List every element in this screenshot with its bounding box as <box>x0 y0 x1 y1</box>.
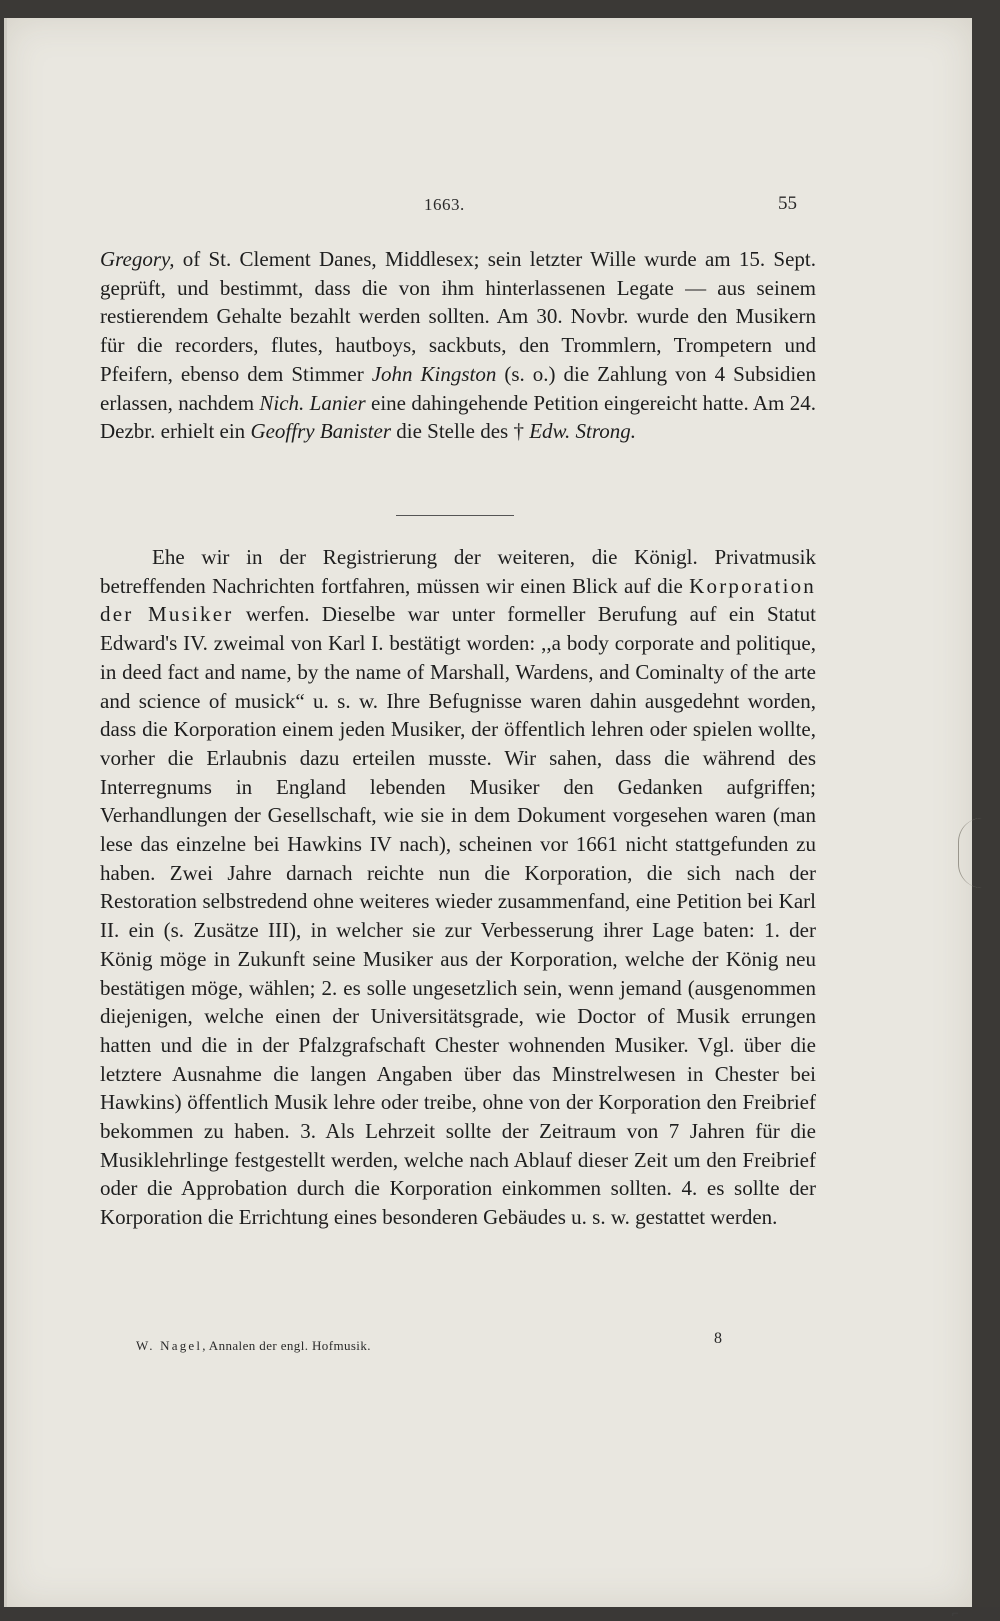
name-geoffry-banister: Geoffry Banister <box>250 419 391 444</box>
name-john-kingston: John Kingston <box>371 361 497 386</box>
book-page <box>4 18 972 1620</box>
paragraph-2-segment: Ehe wir in der Registrierung der weiteren, die Königl. Privatmusik betreffenden Nachrichten fortfahren, müssen wir einen Blick auf die <box>100 545 816 598</box>
paragraph-1 <box>100 245 816 446</box>
paragraph-2 <box>100 543 816 1232</box>
page-footer <box>4 1330 972 1368</box>
page-edge <box>4 18 7 1607</box>
paragraph-1-segment: of St. Clement Danes, Middlesex; sein letzter Wille wurde am 15. Sept. geprüft, und bestimmt, dass die von ihm hinterlassenen Legate — aus seinem restierendem Gehalte bezahlt werden sollten. Am 30. Novbr. wurde den Musikern für die recorders, flutes, hautboys, sackbuts, den Trommlern, Trompetern und Pfeifern, ebenso dem Stimmer <box>100 247 816 386</box>
margin-bracket-mark <box>958 818 983 888</box>
name-gregory: Gregory, <box>100 247 175 271</box>
page-number: 55 <box>778 193 797 214</box>
footer-citation <box>136 1338 371 1354</box>
running-head <box>4 195 972 225</box>
name-edw-strong: Edw. Strong. <box>529 419 636 444</box>
section-divider <box>396 515 514 516</box>
footer-source: , Annalen der engl. Hofmusik. <box>202 1338 371 1353</box>
paragraph-2-text <box>100 543 816 1232</box>
paragraph-1-segment: eine dahingehende Petition eingereicht hatte. Am 24. Dezbr. erhielt ein <box>100 390 816 444</box>
paragraph-1-text <box>100 245 816 446</box>
paragraph-1-segment: die Stelle des † <box>391 419 530 444</box>
paragraph-2-segment: werfen. Dieselbe war unter formeller Berufung auf ein Statut Edward's IV. zweimal von Karl I. bestätigt worden: ,,a body corporate and politique, in deed fact and name, by the name of Marshall, Wardens, and Cominalty of the arte and science of musick“ u. s. w. Ihre Befugnisse waren dahin ausgedehnt worden, dass die Korporation einem jeden Musiker, der öffentlich lehren oder spielen wollte, vorher die Erlaubnis dazu erteilen musste. Wir sahen, dass die während des Interregnums in England lebenden Musiker den Gedanken aufgriffen; Verhandlungen der Gesellschaft, wie sie in dem Dokument vorgesehen waren (man lese das einzelne bei Hawkins IV nach), scheinen vor 1661 nicht stattgefunden zu haben. Zwei Jahre darnach reichte nun die Korporation, die sich nach der Restoration selbstredend ohne weiteres wieder zusammenfand, eine Petition bei Karl II. ein (s. Zusätze III), in welcher sie zur Verbesserung ihrer Lage baten: 1. der König möge in Zukunft seine Musiker aus der Korporation, welche der König neu bestätigen möge, wählen; 2. es solle ungesetzlich sein, wenn jemand (ausgenommen diejenigen, welche einen der Universitätsgrade, wie Doctor of Musik errungen hatten und die in der Pfalzgrafschaft Chester wohnenden Musiker. Vgl. über die letztere Ausnahme die langen Angaben über das Minstrelwesen in Chester bei Hawkins) öffentlich Musik lehre oder treibe, ohne von der Korporation den Freibrief bekommen zu haben. 3. Als Lehrzeit sollte der Zeitraum von 7 Jahren für die Musiklehrlinge festgestellt werden, welche nach Ablauf dieser Zeit um den Freibrief oder die Approbation durch die Korporation einkommen sollten. 4. es sollte der Korporation die Errichtung eines besonderen Gebäudes u. s. w. gestattet werden. <box>100 602 816 1230</box>
corner-tick-mark: ⌐ <box>952 1606 959 1620</box>
spaced-term-korporation: Korporation der Musiker <box>100 573 816 627</box>
paragraph-1-segment: (s. o.) die Zahlung von 4 Subsidien erlassen, nachdem <box>100 361 816 415</box>
footer-author: W. Nagel <box>136 1338 203 1353</box>
signature-mark: 8 <box>714 1330 722 1347</box>
name-nich-lanier: Nich. Lanier <box>259 390 366 415</box>
running-head-year: 1663. <box>424 195 465 214</box>
